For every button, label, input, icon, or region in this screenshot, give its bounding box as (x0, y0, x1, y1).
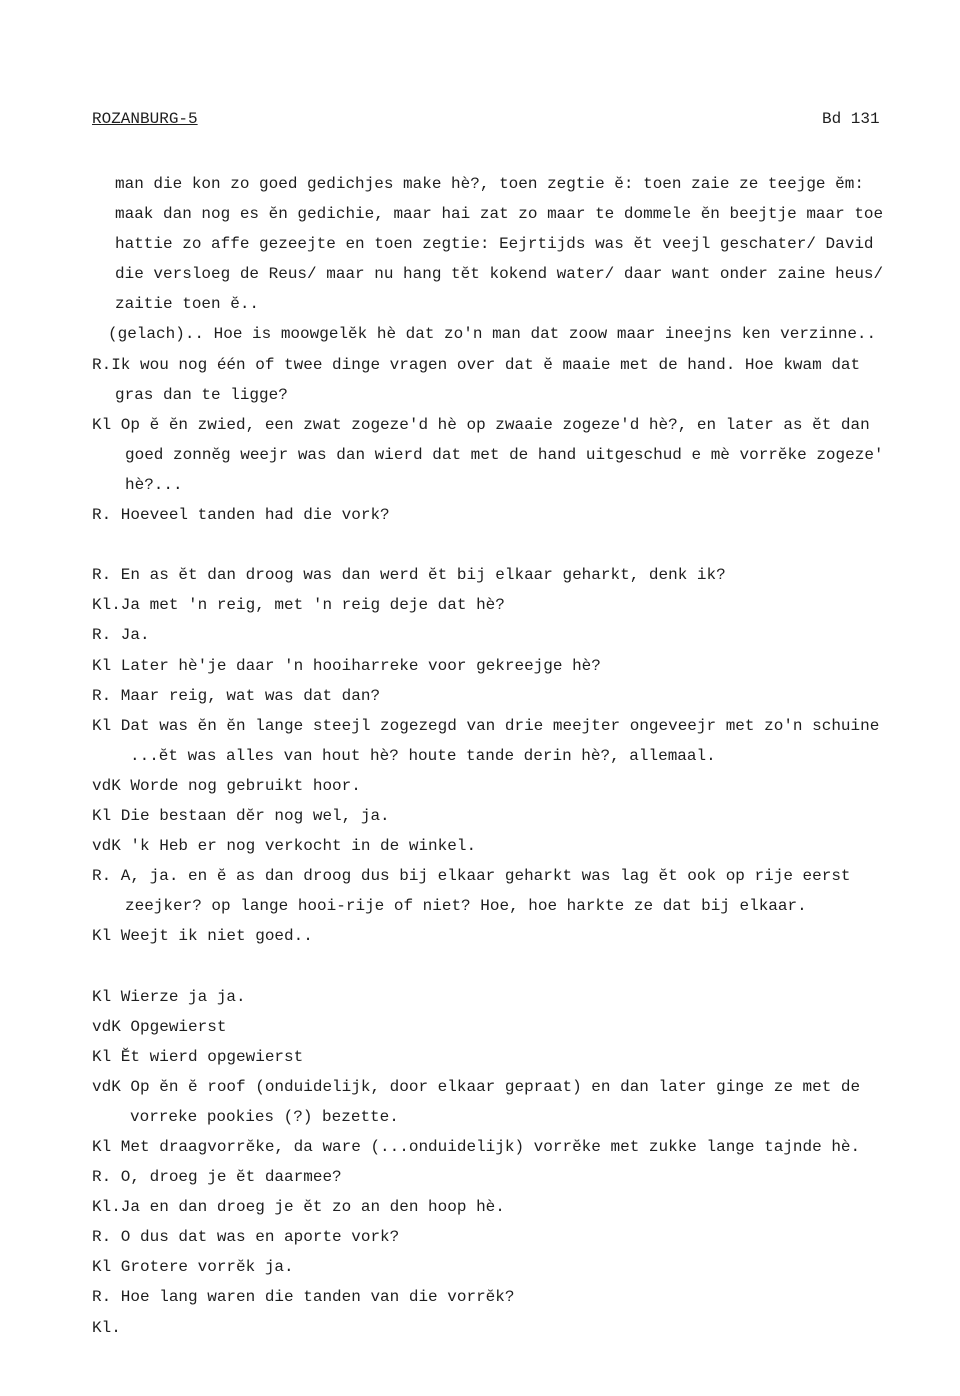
document-title: ROZANBURG-5 (92, 110, 198, 128)
transcript-line: zeejker? op lange hooi-rije of niet? Hoe, hoe harkte ze dat bij elkaar. (125, 897, 807, 916)
transcript-line: vdK Worde nog gebruikt hoor. (92, 776, 361, 795)
transcript-line: R.Ik wou nog één of twee dinge vragen over dat ĕ maaie met de hand. Hoe kwam dat (92, 355, 861, 374)
transcript-line: vdK 'k Heb er nog verkocht in de winkel. (92, 837, 477, 856)
transcript-line: R. En as ĕt dan droog was dan werd ĕt bij elkaar geharkt, denk ik? (92, 566, 726, 585)
transcript-line: Kl Grotere vorrĕk ja. (92, 1258, 294, 1277)
transcript-line-numbered (0, 530, 960, 560)
transcript-line: maak dan nog es ĕn gedichie, maar hai zat zo maar te dommele ĕn beejtje maar toe (115, 205, 884, 224)
page-number: Bd 131 (822, 110, 880, 128)
transcript-line: Kl Later hè'je daar 'n hooiharreke voor gekreejge hè? (92, 656, 601, 675)
transcript-line: R. Ja. (92, 626, 150, 645)
transcript-line: die versloeg de Reus/ maar nu hang tĕt kokend water/ daar want onder zaine heus/ (115, 265, 884, 284)
transcript-line: Kl Ĕt wierd opgewierst (92, 1047, 304, 1066)
transcript-line: R. Hoeveel tanden had die vork? (92, 506, 390, 525)
transcript-line: R. A, ja. en ĕ as dan droog dus bij elkaar geharkt was lag ĕt ook op rije eerst (92, 867, 851, 886)
transcript-line: hattie zo affe gezeejte en toen zegtie: Eejrtijds was ĕt veejl geschater/ David (115, 235, 874, 254)
transcript-line: Kl Op ĕ ĕn zwied, een zwat zogeze'd hè op zwaaie zogeze'd hè?, en later as ĕt dan (92, 415, 870, 434)
transcript-line: goed zonnĕg weejr was dan wierd dat met de hand uitgeschud e mè vorrĕke zogeze' (125, 445, 884, 464)
transcript-line: vorreke pookies (?) bezette. (130, 1107, 399, 1126)
transcript-line: Kl Dat was ĕn ĕn lange steejl zogezegd van drie meejter ongeveejr met zo'n schuine (92, 716, 880, 735)
transcript-line: Kl Die bestaan dĕr nog wel, ja. (92, 806, 390, 825)
transcript-line: man die kon zo goed gedichjes make hè?, toen zegtie ĕ: toen zaie ze teejge ĕm: (115, 175, 864, 193)
transcript-line: R. O, droeg je ĕt daarmee? (92, 1168, 342, 1187)
transcript-line: R. Hoe lang waren die tanden van die vorrĕk? (92, 1288, 515, 1307)
transcript-line: ...ĕt was alles van hout hè? houte tande derin hè?, allemaal. (130, 746, 716, 765)
transcript-line-numbered (0, 951, 960, 981)
transcript-line: zaitie toen ĕ.. (115, 295, 260, 314)
transcript-line: Kl Met draagvorrĕke, da ware (...onduidelijk) vorrĕke met zukke lange tajnde hè. (92, 1138, 861, 1156)
transcript-line: Kl. (92, 1318, 121, 1337)
transcript-line: Kl Wierze ja ja. (92, 987, 246, 1006)
transcript-line: hè?... (125, 475, 183, 494)
transcript-line: (gelach).. Hoe is moowgelĕk hè dat zo'n man dat zoow maar ineejns ken verzinne.. (108, 325, 877, 344)
transcript-line: R. O dus dat was en aporte vork? (92, 1228, 400, 1247)
transcript-line: Kl Weejt ik niet goed.. (92, 927, 313, 946)
transcript-line: vdK Opgewierst (92, 1017, 227, 1036)
transcript-line: Kl.Ja en dan droeg je ĕt zo an den hoop hè. (92, 1198, 505, 1217)
transcript-body (0, 169, 960, 1343)
transcript-line: Kl.Ja met 'n reig, met 'n reig deje dat hè? (92, 596, 505, 615)
transcript-line: vdK Op ĕn ĕ roof (onduidelijk, door elkaar gepraat) en dan later ginge ze met de (92, 1077, 861, 1096)
transcript-line: gras dan te ligge? (115, 385, 288, 404)
transcript-line: R. Maar reig, wat was dat dan? (92, 686, 381, 705)
